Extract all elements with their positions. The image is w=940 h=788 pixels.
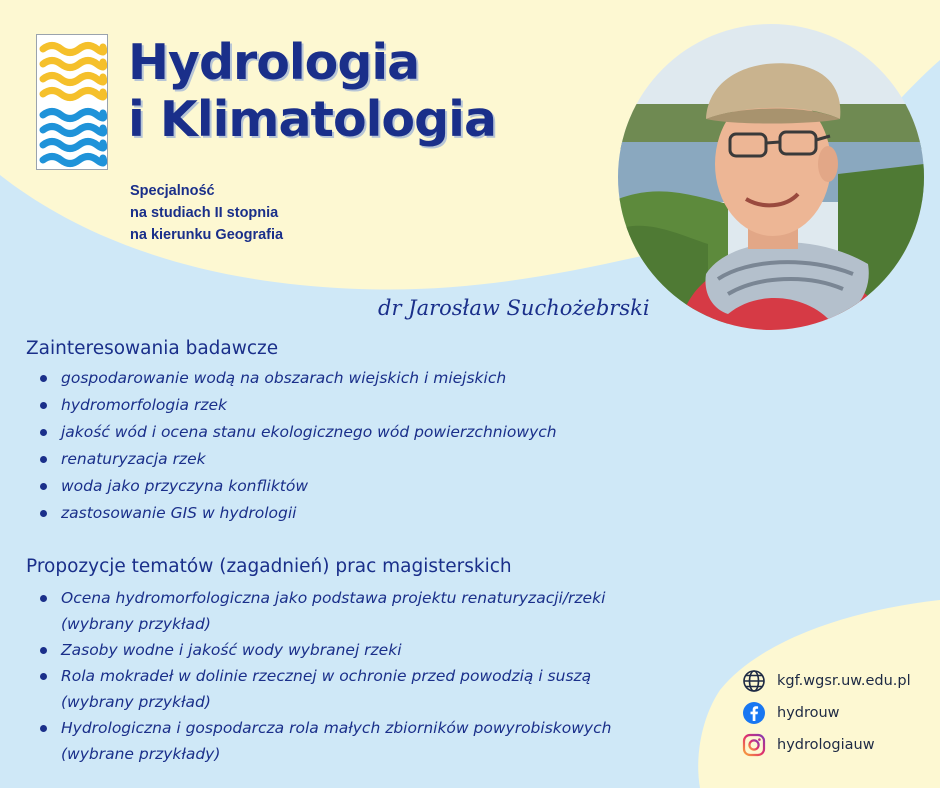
- topic-line: (wybrany przykład): [61, 693, 211, 711]
- title-line-2: i Klimatologia: [128, 91, 497, 148]
- instagram-icon: [742, 733, 766, 757]
- facebook-text: hydrouw: [777, 705, 840, 721]
- topic-line: (wybrany przykład): [61, 615, 211, 633]
- list-item: [38, 663, 611, 715]
- globe-icon: [742, 669, 766, 693]
- instagram-link[interactable]: [742, 734, 911, 756]
- list-item: zastosowanie GIS w hydrologii: [38, 500, 557, 527]
- person-name: dr Jarosław Suchożebrski: [378, 296, 650, 320]
- contacts: [742, 670, 911, 766]
- topic-line: Rola mokradeł w dolinie rzecznej w ochronie przed powodzią i suszą: [61, 667, 592, 685]
- topic-line: Ocena hydromorfologiczna jako podstawa projektu renaturyzacji/rzeki: [61, 589, 606, 607]
- instagram-text: hydrologiauw: [777, 737, 875, 753]
- title-line-1: Hydrologia: [128, 34, 420, 91]
- list-item: hydromorfologia rzek: [38, 392, 557, 419]
- subtitle-line-2: na studiach II stopnia: [130, 205, 279, 221]
- list-item: [38, 637, 611, 663]
- list-item: [38, 715, 611, 767]
- topics-heading: Propozycje tematów (zagadnień) prac magisterskich: [26, 556, 512, 577]
- facebook-icon: [742, 701, 766, 725]
- facebook-link[interactable]: [742, 702, 911, 724]
- topics-list: [38, 585, 611, 767]
- page-title: [128, 34, 496, 148]
- topic-line: (wybrane przykłady): [61, 745, 221, 763]
- topic-line: Zasoby wodne i jakość wody wybranej rzeki: [61, 641, 402, 659]
- website-link[interactable]: [742, 670, 911, 692]
- topic-line: Hydrologiczna i gospodarcza rola małych zbiorników powyrobiskowych: [61, 719, 612, 737]
- list-item: renaturyzacja rzek: [38, 446, 557, 473]
- logo: [36, 34, 108, 170]
- research-heading: Zainteresowania badawcze: [26, 338, 279, 359]
- portrait-photo: [618, 24, 924, 330]
- subtitle-line-3: na kierunku Geografia: [130, 227, 284, 243]
- list-item: jakość wód i ocena stanu ekologicznego wód powierzchniowych: [38, 419, 557, 446]
- subtitle: [130, 180, 283, 246]
- list-item: [38, 585, 611, 637]
- list-item: gospodarowanie wodą na obszarach wiejskich i miejskich: [38, 365, 557, 392]
- website-text: kgf.wgsr.uw.edu.pl: [777, 673, 911, 689]
- research-list: [38, 365, 557, 527]
- subtitle-line-1: Specjalność: [130, 183, 215, 199]
- list-item: woda jako przyczyna konfliktów: [38, 473, 557, 500]
